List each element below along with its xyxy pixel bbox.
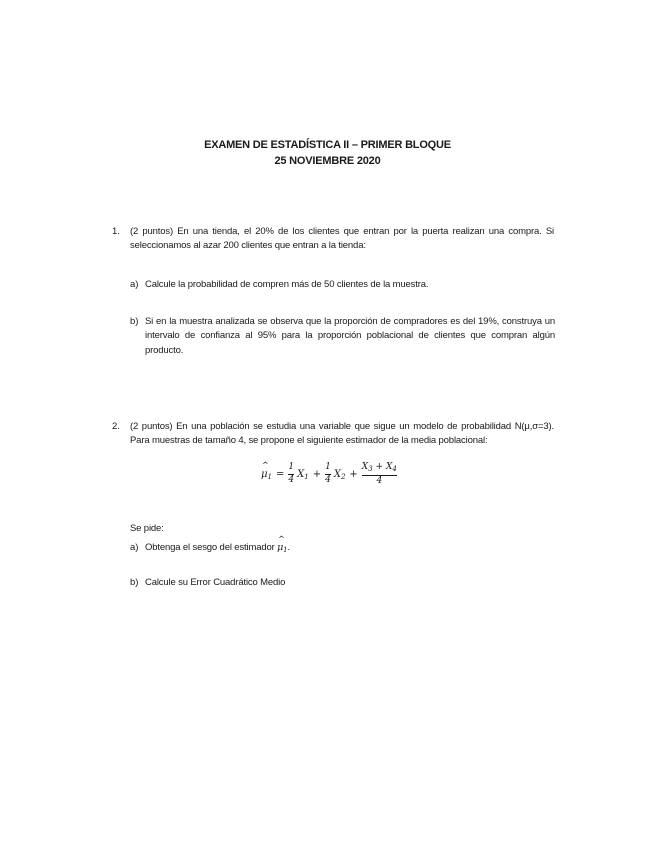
- plus-sign-1: +: [312, 469, 322, 481]
- question-2a-text: Obtenga el sesgo del estimador ^ $\mu_1$.: [145, 541, 555, 556]
- question-1a-label: a): [130, 279, 139, 290]
- question-2b-text: Calcule su Error Cuadrático Medio: [145, 577, 286, 588]
- fraction-one-quarter-2: $\frac{1}{4}$: [325, 462, 331, 486]
- estimator-inline-symbol: ^ $\mu_1$: [277, 541, 287, 556]
- question-2-text: (2 puntos) En una población se estudia una variable que sigue un modelo de probabilidad N(μ,σ=3). Para muestras de tamaño 4, se propone el siguiente estimador de la media poblacional:: [130, 421, 554, 447]
- term-x2: $X_2$: [333, 469, 346, 482]
- se-pide-label: Se pide:: [130, 523, 164, 534]
- plus-sign-2: +: [349, 469, 358, 481]
- question-2a-label: a): [130, 542, 139, 553]
- exam-header: [0, 137, 655, 169]
- term-x1: $X_1$: [297, 469, 309, 482]
- question-1-number: 1.: [112, 226, 120, 237]
- estimator-symbol: ^ $\mu_1$: [261, 467, 272, 483]
- question-1b-label: b): [130, 316, 139, 327]
- question-2-number: 2.: [112, 421, 120, 432]
- exam-title: EXAMEN DE ESTADÍSTICA II – PRIMER BLOQUE: [204, 139, 451, 151]
- question-1-text: (2 puntos) En una tienda, el 20% de los clientes que entran por la puerta realizan una compra. Si seleccionamos al azar 200 clientes que entran a la tienda:: [130, 226, 554, 252]
- question-1b-text: Si en la muestra analizada se observa que la proporción de compradores es del 19%, construya un intervalo de confianza al 95% para la proporción poblacional de clientes que compran algún producto.: [145, 316, 555, 356]
- fraction-x3-x4-over-4: $\frac{X_3 + X_4}{4}$: [361, 462, 397, 486]
- equals-sign: =: [275, 469, 285, 481]
- fraction-one-quarter-1: $\frac{1}{4}$: [288, 462, 295, 486]
- estimator-formula: [261, 463, 397, 487]
- question-1a-text: Calcule la probabilidad de compren más de 50 clientes de la muestra.: [145, 279, 429, 290]
- question-2b-label: b): [130, 577, 139, 588]
- exam-date: 25 NOVIEMBRE 2020: [274, 155, 381, 167]
